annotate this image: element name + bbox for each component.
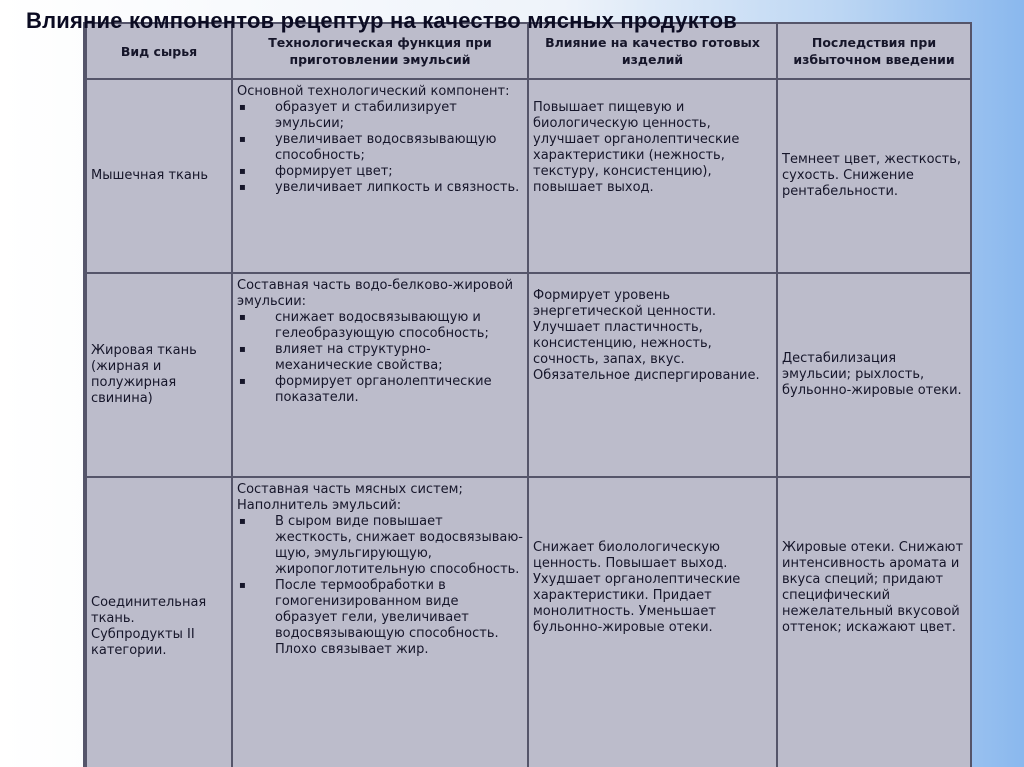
- list-item: ▪ формирует органолептические показатели.: [237, 374, 523, 406]
- function-intro: Основной технологический компонент:: [237, 84, 510, 99]
- table-row: [86, 477, 971, 767]
- list-item: ▪ снижает водосвязывающую и гелеобразующую способность;: [237, 310, 523, 342]
- list-item: ▪ После термообработки в гомогенизированном виде образует гели, увеличивает водосвязывающую способность. Плохо связывает жир.: [237, 578, 523, 658]
- list-item: ▪ формирует цвет;: [237, 164, 523, 180]
- slide-title: Влияние компонентов рецептур на качество мясных продуктов: [26, 8, 737, 33]
- cell-quality-influence: Повышает пищевую и биологическую ценность, улучшает органолептические характеристики (нежность, текстуру, консистенцию), повышает выход.: [528, 79, 777, 273]
- cell-excess-consequences: Темнеет цвет, жесткость, сухость. Снижение рентабельности.: [777, 79, 971, 273]
- cell-raw-type: Соединительная ткань. Субпродукты II категории.: [86, 477, 232, 767]
- header-quality-influence: Влияние на качество готовых изделий: [528, 23, 777, 79]
- list-item: ▪ увеличивает водосвязывающую способность;: [237, 132, 523, 164]
- header-excess-consequences: Последствия при избыточном введении: [777, 23, 971, 79]
- list-item: ▪ увеличивает липкость и связность.: [237, 180, 523, 196]
- list-item: ▪ образует и стабилизирует эмульсии;: [237, 100, 523, 132]
- cell-tech-function: [232, 477, 528, 767]
- function-list: [237, 514, 523, 658]
- function-list: [237, 100, 523, 196]
- function-list: [237, 310, 523, 406]
- cell-raw-type: Мышечная ткань: [86, 79, 232, 273]
- table-row: [86, 273, 971, 477]
- header-raw-type: Вид сырья: [86, 23, 232, 79]
- component-table: [83, 22, 972, 767]
- cell-tech-function: [232, 273, 528, 477]
- cell-quality-influence: Снижает биолологическую ценность. Повышает выход. Ухудшает органолептические характеристики. Придает монолитность. Уменьшает бульонно-жировые отеки.: [528, 477, 777, 767]
- header-tech-function: Технологическая функция при приготовлении эмульсий: [232, 23, 528, 79]
- table-row: [86, 79, 971, 273]
- cell-excess-consequences: Жировые отеки. Снижают интенсивность аромата и вкуса специй; придают специфический нежелательный вкусовой оттенок; искажают цвет.: [777, 477, 971, 767]
- cell-quality-influence: Формирует уровень энергетической ценности. Улучшает пластичность, консистенцию, нежность, сочность, запах, вкус. Обязательное диспергирование.: [528, 273, 777, 477]
- list-item: ▪ В сыром виде повышает жесткость, снижает водосвязываю-щую, эмульгирующую, жиропоглотительную способность.: [237, 514, 523, 578]
- cell-excess-consequences: Дестабилизация эмульсии; рыхлость, бульонно-жировые отеки.: [777, 273, 971, 477]
- cell-raw-type: Жировая ткань (жирная и полужирная свинина): [86, 273, 232, 477]
- list-item: ▪ влияет на структурно-механические свойства;: [237, 342, 523, 374]
- cell-tech-function: [232, 79, 528, 273]
- function-intro: Составная часть водо-белково-жировой эмульсии:: [237, 278, 514, 309]
- function-intro: Составная часть мясных систем; Наполнитель эмульсий:: [237, 482, 463, 513]
